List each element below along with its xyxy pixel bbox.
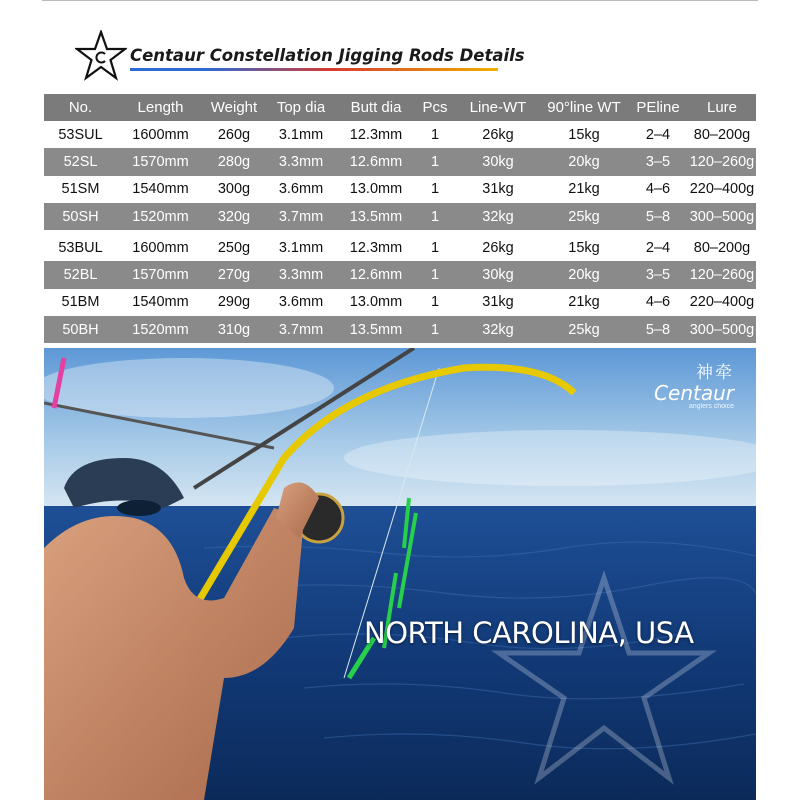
page-header [75, 30, 525, 84]
cell-peline: 3–5 [628, 261, 688, 288]
cell-lure: 220–400g [688, 289, 756, 316]
cell-line-wt: 32kg [456, 203, 540, 232]
cell-90-line-wt: 15kg [540, 232, 628, 261]
sunglasses [117, 500, 161, 516]
cell-butt-dia: 13.0mm [338, 176, 414, 203]
cell-lure: 220–400g [688, 176, 756, 203]
table-row [44, 203, 756, 232]
col-header-peline: PEline [628, 94, 688, 121]
cell-length: 1600mm [117, 232, 204, 261]
star-c-icon [75, 30, 127, 82]
table-row [44, 121, 756, 148]
cell-top-dia: 3.6mm [264, 289, 338, 316]
col-header-no: No. [44, 94, 117, 121]
cell-model: 52SL [44, 148, 117, 175]
cell-butt-dia: 12.3mm [338, 232, 414, 261]
cell-model: 50SH [44, 203, 117, 232]
table-row [44, 289, 756, 316]
cell-lure: 120–260g [688, 261, 756, 288]
cell-model: 52BL [44, 261, 117, 288]
cell-peline: 4–6 [628, 289, 688, 316]
cell-pcs: 1 [414, 203, 456, 232]
cell-weight: 260g [204, 121, 264, 148]
cell-top-dia: 3.1mm [264, 232, 338, 261]
cell-line-wt: 30kg [456, 261, 540, 288]
cell-line-wt: 30kg [456, 148, 540, 175]
col-header-top-dia: Top dia [264, 94, 338, 121]
photo-scene [44, 348, 756, 800]
cell-lure: 80–200g [688, 232, 756, 261]
table-row [44, 316, 756, 343]
cell-line-wt: 31kg [456, 176, 540, 203]
cell-model: 50BH [44, 316, 117, 343]
cell-peline: 2–4 [628, 121, 688, 148]
cell-90-line-wt: 25kg [540, 316, 628, 343]
cell-length: 1520mm [117, 316, 204, 343]
cell-90-line-wt: 21kg [540, 176, 628, 203]
cell-pcs: 1 [414, 261, 456, 288]
cell-weight: 270g [204, 261, 264, 288]
cell-top-dia: 3.7mm [264, 316, 338, 343]
cell-weight: 310g [204, 316, 264, 343]
cell-lure: 120–260g [688, 148, 756, 175]
table-row [44, 261, 756, 288]
cell-top-dia: 3.7mm [264, 203, 338, 232]
col-header-length: Length [117, 94, 204, 121]
top-divider [42, 0, 758, 1]
cell-top-dia: 3.3mm [264, 148, 338, 175]
cell-weight: 280g [204, 148, 264, 175]
cell-pcs: 1 [414, 148, 456, 175]
col-header-90-line-wt: 90°line WT [540, 94, 628, 121]
specs-table [44, 94, 756, 343]
cell-top-dia: 3.1mm [264, 121, 338, 148]
col-header-butt-dia: Butt dia [338, 94, 414, 121]
table-row [44, 176, 756, 203]
cell-peline: 2–4 [628, 232, 688, 261]
cell-line-wt: 32kg [456, 316, 540, 343]
col-header-weight: Weight [204, 94, 264, 121]
cell-weight: 290g [204, 289, 264, 316]
cell-pcs: 1 [414, 121, 456, 148]
cell-model: 53SUL [44, 121, 117, 148]
cell-model: 51BM [44, 289, 117, 316]
cell-peline: 5–8 [628, 203, 688, 232]
title-underline [130, 68, 498, 71]
cell-90-line-wt: 25kg [540, 203, 628, 232]
fishing-photo [44, 348, 756, 800]
cell-peline: 4–6 [628, 176, 688, 203]
cell-peline: 5–8 [628, 316, 688, 343]
cell-lure: 300–500g [688, 316, 756, 343]
cell-lure: 300–500g [688, 203, 756, 232]
cell-butt-dia: 13.0mm [338, 289, 414, 316]
col-header-lure: Lure [688, 94, 756, 121]
cell-pcs: 1 [414, 289, 456, 316]
cell-butt-dia: 13.5mm [338, 203, 414, 232]
brand-name: Centaur [654, 381, 734, 405]
brand-chinese-name: 神牵 [696, 363, 734, 383]
brand-tagline: anglers choice [688, 403, 734, 410]
cell-weight: 300g [204, 176, 264, 203]
cell-butt-dia: 13.5mm [338, 316, 414, 343]
cell-pcs: 1 [414, 176, 456, 203]
cell-top-dia: 3.3mm [264, 261, 338, 288]
col-header-pcs: Pcs [414, 94, 456, 121]
cell-line-wt: 31kg [456, 289, 540, 316]
cell-line-wt: 26kg [456, 232, 540, 261]
cell-butt-dia: 12.6mm [338, 261, 414, 288]
page-title: Centaur Constellation Jigging Rods Details [130, 46, 525, 65]
table-header-row [44, 94, 756, 121]
cell-butt-dia: 12.3mm [338, 121, 414, 148]
cell-90-line-wt: 21kg [540, 289, 628, 316]
cell-length: 1600mm [117, 121, 204, 148]
cell-pcs: 1 [414, 316, 456, 343]
cell-pcs: 1 [414, 232, 456, 261]
cell-peline: 3–5 [628, 148, 688, 175]
table-row [44, 148, 756, 175]
cell-butt-dia: 12.6mm [338, 148, 414, 175]
col-header-line-wt: Line-WT [456, 94, 540, 121]
cloud [44, 358, 334, 418]
cell-model: 53BUL [44, 232, 117, 261]
cell-length: 1570mm [117, 261, 204, 288]
cell-length: 1540mm [117, 176, 204, 203]
photo-caption: NORTH CAROLINA, USA [364, 616, 694, 650]
cell-weight: 250g [204, 232, 264, 261]
cell-top-dia: 3.6mm [264, 176, 338, 203]
cell-model: 51SM [44, 176, 117, 203]
cell-line-wt: 26kg [456, 121, 540, 148]
cell-length: 1520mm [117, 203, 204, 232]
cell-length: 1570mm [117, 148, 204, 175]
cell-90-line-wt: 20kg [540, 261, 628, 288]
brand-watermark [654, 358, 734, 410]
cell-lure: 80–200g [688, 121, 756, 148]
cell-length: 1540mm [117, 289, 204, 316]
cell-90-line-wt: 15kg [540, 121, 628, 148]
cell-90-line-wt: 20kg [540, 148, 628, 175]
cell-weight: 320g [204, 203, 264, 232]
table-row [44, 232, 756, 261]
